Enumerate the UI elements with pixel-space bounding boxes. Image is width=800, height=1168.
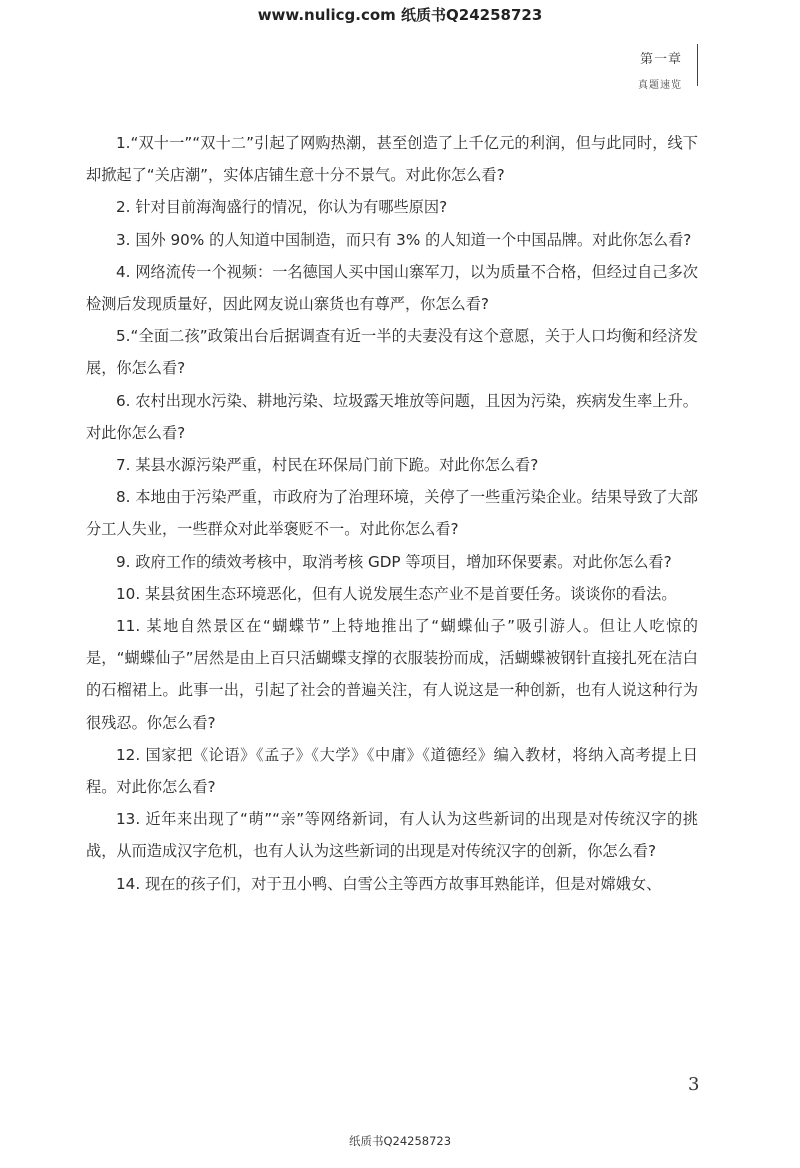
page-number: 3 (688, 1074, 700, 1095)
question-item: 14. 现在的孩子们，对于丑小鸭、白雪公主等西方故事耳熟能详，但是对嫦娥女、 (116, 874, 662, 893)
question-item: 12. 国家把《论语》《孟子》《大学》《中庸》《道德经》编入教材，将纳入高考提上日程。对此你怎么看? (86, 745, 698, 797)
question-list (86, 127, 698, 900)
question-item: 3. 国外 90% 的人知道中国制造，而只有 3% 的人知道一个中国品牌。对此你怎么看? (116, 230, 692, 249)
chapter-title: 第一章 (639, 52, 682, 67)
chapter-subtitle: 真题速览 (638, 80, 682, 91)
chapter-divider (697, 44, 698, 86)
question-item: 6. 农村出现水污染、耕地污染、垃圾露天堆放等问题，且因为污染，疾病发生率上升。对此你怎么看? (86, 391, 698, 442)
question-item: 9. 政府工作的绩效考核中，取消考核 GDP 等项目，增加环保要素。对此你怎么看? (116, 552, 672, 571)
question-item: 2. 针对目前海淘盛行的情况，你认为有哪些原因? (116, 198, 448, 217)
question-item: 10. 某县贫困生态环境恶化，但有人说发展生态产业不是首要任务。谈谈你的看法。 (116, 584, 677, 603)
top-banner: www.nulicg.com 纸质书Q24258723 (257, 6, 543, 24)
question-item: 8. 本地由于污染严重，市政府为了治理环境，关停了一些重污染企业。结果导致了大部分工人失业，一些群众对此举褒贬不一。对此你怎么看? (86, 488, 698, 539)
footer-text: 纸质书Q24258723 (348, 1134, 452, 1148)
question-item: 11. 某地自然景区在“蝴蝶节”上特地推出了“蝴蝶仙子”吸引游人。但让人吃惊的是，“蝴蝶仙子”居然是由上百只活蝴蝶支撑的衣服装扮而成，活蝴蝶被钢针直接扎死在洁白的石榴裙上。此事一出，引起了社会的普遍关注，有人说这是一种创新，也有人说这种行为很残忍。你怎么看? (86, 617, 698, 732)
question-item: 5.“全面二孩”政策出台后据调查有近一半的夫妻没有这个意愿，关于人口均衡和经济发展，你怎么看? (86, 327, 698, 378)
question-item: 1.“双十一”“双十二”引起了网购热潮，甚至创造了上千亿元的利润，但与此同时，线下却掀起了“关店潮”，实体店铺生意十分不景气。对此你怎么看? (86, 134, 698, 185)
question-item: 13. 近年来出现了“萌”“亲”等网络新词，有人认为这些新词的出现是对传统汉字的挑战，从而造成汉字危机，也有人认为这些新词的出现是对传统汉字的创新，你怎么看? (86, 810, 698, 861)
chapter-header (638, 48, 682, 91)
question-item: 7. 某县水源污染严重，村民在环保局门前下跪。对此你怎么看? (116, 456, 539, 475)
question-item: 4. 网络流传一个视频：一名德国人买中国山寨军刀，以为质量不合格，但经过自己多次检测后发现质量好，因此网友说山寨货也有尊严，你怎么看? (86, 262, 698, 314)
